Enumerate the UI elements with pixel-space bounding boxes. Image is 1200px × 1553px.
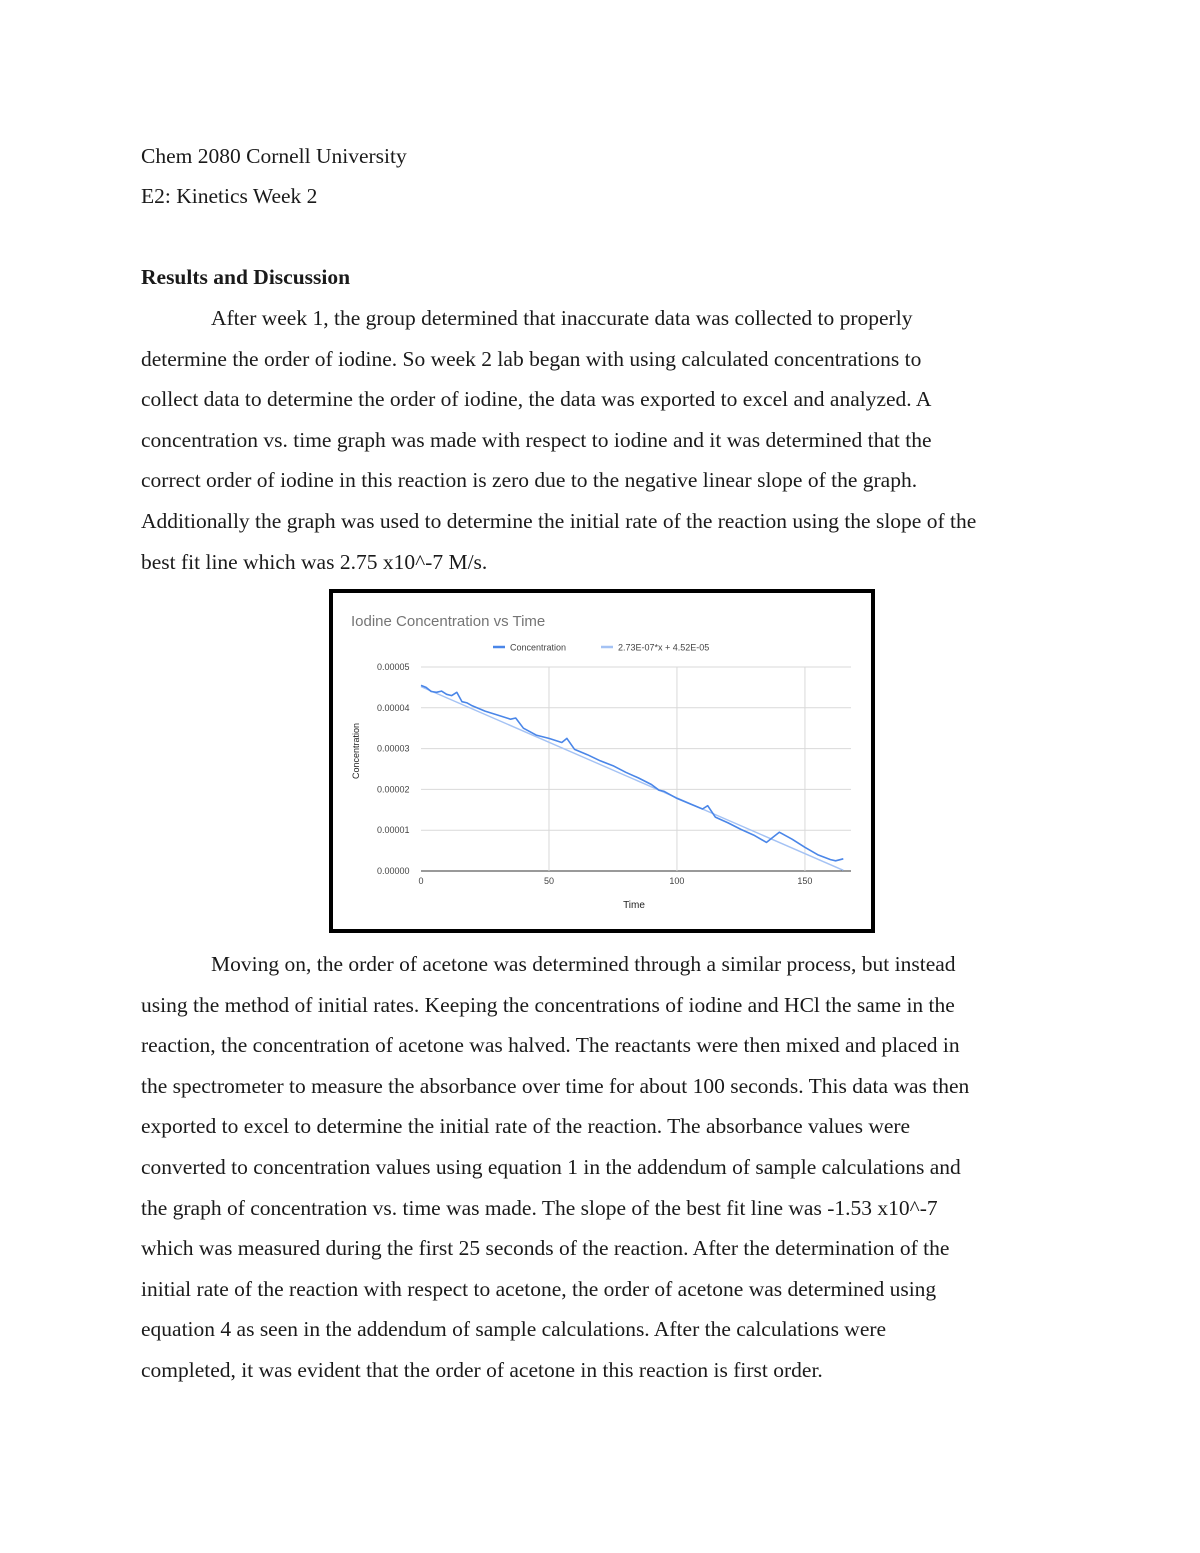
y-tick-label: 0.00005: [377, 662, 410, 672]
concentration-series-line: [421, 685, 843, 860]
paragraph-line: concentration vs. time graph was made with respect to iodine and it was determined that the: [141, 427, 932, 452]
paragraph-line: Additionally the graph was used to determine the initial rate of the reaction using the slope of the: [141, 508, 977, 533]
x-tick-label: 50: [543, 876, 554, 886]
paragraph-line: the spectrometer to measure the absorbance over time for about 100 seconds. This data was then: [141, 1073, 970, 1098]
chart-title: Iodine Concentration vs Time: [351, 613, 546, 630]
paragraph-line: Moving on, the order of acetone was determined through a similar process, but instead: [211, 952, 956, 976]
chart-svg: [333, 593, 871, 929]
paragraph-line: After week 1, the group determined that inaccurate data was collected to properly: [211, 306, 913, 330]
paragraph-line: correct order of iodine in this reaction is zero due to the negative linear slope of the graph.: [141, 468, 918, 493]
y-axis-label: Concentration: [351, 722, 361, 780]
y-tick-label: 0.00004: [377, 702, 410, 713]
paragraph-line: initial rate of the reaction with respect to acetone, the order of acetone was determined using: [141, 1276, 937, 1301]
lab-title: E2: Kinetics Week 2: [141, 184, 318, 208]
paragraph-line: best fit line which was 2.75 x10^-7 M/s.: [141, 549, 488, 574]
trendline-series-line: [421, 687, 843, 871]
legend-label: Concentration: [510, 642, 567, 653]
paragraph-line: determine the order of iodine. So week 2 lab began with using calculated concentrations to: [141, 346, 922, 371]
chart-figure: [329, 589, 875, 933]
x-tick-label: 0: [418, 876, 424, 886]
x-tick-label: 150: [797, 876, 813, 886]
paragraph-iodine: [141, 298, 1066, 582]
x-axis-ticks: [418, 876, 812, 886]
paragraph-line: completed, it was evident that the order of acetone in this reaction is first order.: [141, 1357, 823, 1382]
paragraph-acetone: [141, 944, 1066, 1391]
y-tick-label: 0.00002: [377, 784, 410, 795]
paragraph-line: reaction, the concentration of acetone was halved. The reactants were then mixed and placed in: [141, 1033, 960, 1058]
y-tick-label: 0.00003: [377, 743, 410, 754]
x-axis-label: Time: [623, 900, 645, 911]
paragraph-line: equation 4 as seen in the addendum of sample calculations. After the calculations were: [141, 1317, 887, 1342]
paragraph-line: collect data to determine the order of iodine, the data was exported to excel and analyzed. A: [141, 387, 932, 412]
y-tick-label: 0.00000: [377, 866, 410, 876]
chart-legend: [493, 643, 709, 653]
section-heading: Results and Discussion: [141, 265, 351, 289]
x-tick-label: 100: [669, 876, 685, 886]
course-header: Chem 2080 Cornell University: [141, 144, 407, 168]
chart-gridlines: [421, 667, 851, 871]
paragraph-line: which was measured during the first 25 seconds of the reaction. After the determination of the: [141, 1236, 950, 1261]
paragraph-line: converted to concentration values using equation 1 in the addendum of sample calculations and: [141, 1154, 961, 1179]
chart-series: [421, 685, 843, 870]
paragraph-line: exported to excel to determine the initial rate of the reaction. The absorbance values were: [141, 1114, 911, 1139]
legend-label: 2.73E-07*x + 4.52E-05: [618, 642, 710, 653]
y-axis-ticks: [377, 662, 410, 876]
y-tick-label: 0.00001: [377, 825, 410, 836]
paragraph-line: the graph of concentration vs. time was made. The slope of the best fit line was -1.53 x10^-7: [141, 1195, 938, 1220]
paragraph-line: using the method of initial rates. Keeping the concentrations of iodine and HCl the same in the: [141, 992, 955, 1017]
